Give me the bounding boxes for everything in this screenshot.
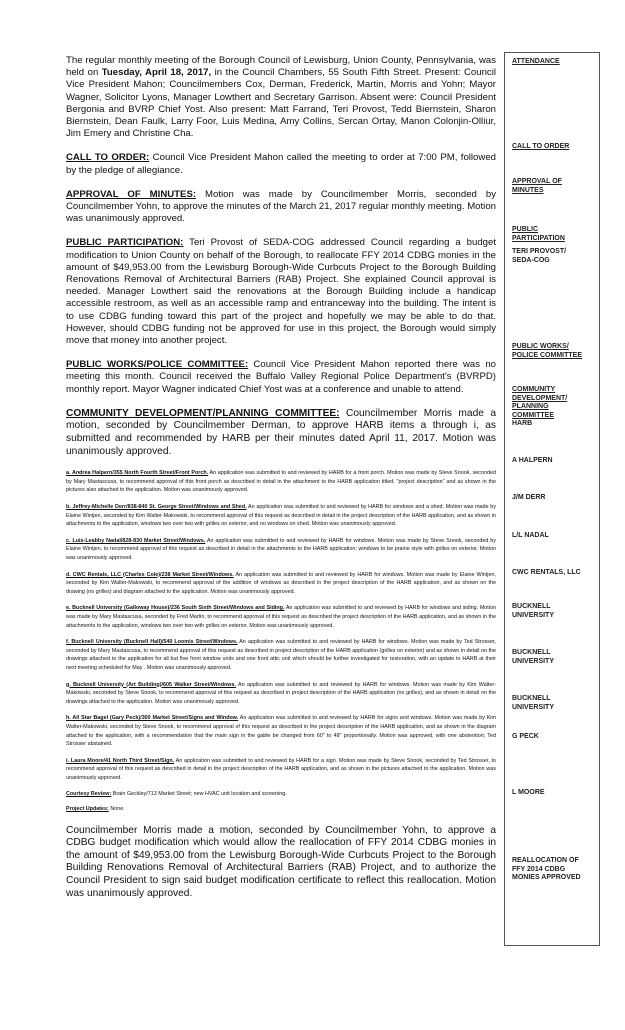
note-reallocation [512, 857, 600, 883]
note-bucknell-e [512, 603, 600, 620]
harb-item [66, 571, 496, 597]
note-community-development [512, 386, 600, 429]
note-public-works [512, 343, 600, 360]
note-line: UNIVERSITY [512, 611, 555, 619]
note-public-participation [512, 226, 600, 243]
note-line: PUBLIC WORKS/ [512, 343, 569, 350]
harb-item [66, 714, 496, 748]
harb-item-text: An application was submitted to and reviewed by HARB for a front porch. Motion was made by Steve Snook, seconded by Mary Mastascusa, to recommend approval of this front porch as described in detail in the attachment to the HARB application titled, "project description" and as shown in the pictures also attached to the application. Motion was unanimously approved. [66, 470, 496, 494]
note-line: REALLOCATION OF [512, 857, 579, 864]
reallocation-motion: Councilmember Morris made a motion, seconded by Councilmember Yohn, to approve a CDBG budget modification which would allow the reallocation of FFY 2014 CDBG monies in the amount of $49,953.00 from the Lewisburg Borough-Wide Curbcuts Project to the Borough Building Renovations Removal of Architectural Barriers (RAB) Project, and to authorize the Council President to sign said budget modification certificate to reflect this reallocation. Motion was unanimously approved. [66, 824, 496, 899]
harb-item-text: An application was submitted to and reviewed by HARB for windows. Motion was made by Elaine Wintjen, seconded by Kim Walter-Makowski, to recommend approval of the addition of windows as described in the project description of the HARB application, and as shown on the drawing (no grilles) and diagram attached to the application. Motion was unanimously approved. [66, 571, 496, 595]
harb-item-text: An application was submitted to and reviewed by HARB for windows. Motion was made by Ted Strosser, seconded by Mary Mastascusa, to recommend approval of this request as described in project description of the HARB application (grilles on exterior) and as shown in detail on the drawings attached to the application for all but five front window units and one front attic unit which should be further investigated for restoration, with an update to HARB at their next meeting scheduled for May . Motion was unanimously approved. [66, 639, 496, 671]
courtesy-review [66, 790, 496, 799]
harb-item-heading: h. All Star Bagel (Gary Peck)/300 Market Street/Signs and Window. [66, 715, 239, 722]
note-line: APPROVAL OF [512, 178, 562, 185]
courtesy-review-heading: Courtesy Review: [66, 791, 112, 798]
note-derr: J/M DERR [512, 494, 546, 501]
harb-item-heading: f. Bucknell University (Bucknell Hall)/540 Loomis Street/Windows. [66, 639, 238, 646]
note-attendance: ATTENDANCE [512, 58, 560, 65]
note-line: COMMITTEE [512, 411, 554, 419]
note-line: COMMUNITY [512, 386, 556, 393]
harb-item [66, 604, 496, 630]
meeting-date: Tuesday, April 18, 2017, [101, 67, 212, 79]
margin-notes-box [504, 52, 600, 946]
section-heading: COMMUNITY DEVELOPMENT/PLANNING COMMITTEE: [66, 407, 340, 419]
note-teri-provost [512, 248, 600, 265]
harb-item-heading: c. Luis-Leabby Nadal/828-830 Market Street/Windows. [66, 537, 206, 544]
note-line: MINUTES [512, 186, 544, 194]
harb-item-heading: e. Bucknell University (Galloway House)/236 South Sixth Street/Windows and Siding. [66, 605, 285, 612]
section-heading: APPROVAL OF MINUTES: [66, 188, 197, 200]
note-call-to-order: CALL TO ORDER [512, 143, 570, 150]
harb-item-heading: b. Jeffrey-Michelle Derr/838-840 St. George Street/Windows and Shed. [66, 504, 247, 511]
approval-of-minutes-paragraph [66, 189, 496, 226]
section-heading: PUBLIC PARTICIPATION: [66, 237, 184, 249]
note-bucknell-g [512, 695, 600, 712]
note-nadal: L/L NADAL [512, 532, 549, 539]
community-development-paragraph [66, 408, 496, 458]
note-line: UNIVERSITY [512, 703, 555, 711]
note-moore: L MOORE [512, 789, 545, 796]
note-line: BUCKNELL [512, 649, 551, 656]
public-participation-paragraph [66, 237, 496, 347]
attendance-text: was held on [66, 55, 496, 79]
note-line: BUCKNELL [512, 603, 551, 610]
harb-item [66, 638, 496, 672]
public-works-paragraph [66, 359, 496, 396]
harb-item-text: An application was submitted to and reviewed by HARB for windows and siding. Motion was made by Mary Mastascusa, seconded by Fred Martin, to recommend approval of this request as described the project description of the HARB application, and as shown in the attachments to the application, windows two over two with grilles on exterior. Motion was unanimously approved. [66, 605, 496, 629]
harb-item [66, 681, 496, 707]
harb-item [66, 469, 496, 495]
project-updates [66, 805, 496, 814]
attendance-text: in the Council Chambers, 55 South Fifth Street. Present: Council Vice President Mahon; Councilmembers Cox, Derman, Frederick, Martin, Morris and Yohn; Mayor Wagner, Solicitor Lyons, Manager Lowthert and Secretary Garrison. Absent were: Council President Bergonia and BVRP Chief Yost. Also present: Matt Farrand, Teri Provost, Tedd Biernstein, Sharon Biernstein, Dean Faulk, Larry Foor, Luis Medina, Amy Collins, Sercan Ortay, Manon Colonjin-Olliur, Jim Emery and Christine Cha. [66, 67, 496, 140]
section-heading: PUBLIC WORKS/POLICE COMMITTEE: [66, 359, 249, 371]
note-line: FFY 2014 CDBG [512, 865, 566, 873]
note-cwc-rentals: CWC RENTALS, LLC [512, 569, 581, 576]
section-text: Teri Provost of SEDA-COG addressed Council regarding a budget modification to Union County on behalf of the Borough, to reallocate FFY 2014 CDBG monies in the amount of $49,953.00 from the Lewisburg Borough-Wide Curbcuts Project to the Borough Building Renovations Removal of Architectural Barriers (RAB) Project. She explained Council approval is needed. Manager Lowthert said the renovations at the Borough Building include a handicap accessible restroom, as well as an accessible ramp and entranceway into the building. The intent is to use CDBG funding toward this part of the project and hopefully we may be able to do that. However, should CDBG funding not be approved for use in this project, the Borough would simply move that money into another project. [66, 237, 496, 347]
note-line: SEDA-COG [512, 256, 550, 264]
harb-item [66, 537, 496, 563]
minutes-body [66, 55, 496, 900]
note-line: DEVELOPMENT/ [512, 394, 568, 402]
harb-item-text: An application was submitted to and reviewed by HARB for a sign. Motion was made by Steve Snook, seconded by Ted Strosser, to recommend approval of this request as described in detail in the project description of the HARB application, and as shown in the pictures attached to the application. Motion was unanimously approved. [66, 757, 496, 781]
attendance-line: The regular monthly meeting of the Borough Council of Lewisburg, Union County, Pennsylvania, [66, 55, 477, 66]
harb-item-text: An application was submitted to and reviewed by HARB for signs and windows. Motion was made by Kim Walter-Makowski, seconded by Steve Snook, to recommend approval of this request as described in the project description of the HARB application, and as shown in the diagram attached to the application, with a recommendation that the main sign in the gable be changed from 60" to 48" proportionally. Motion was approved, with one abstention; Ted Strosser abstained. [66, 715, 496, 748]
courtesy-review-text: Brain Geckley/713 Market Street; new HVAC unit location and screening. [111, 791, 287, 798]
note-line: PUBLIC [512, 226, 539, 233]
harb-item-heading: a. Andrea Halpern/355 North Fourth Street/Front Porch. [66, 470, 209, 477]
section-text: Motion was made by Councilmember Morris, seconded by Councilmember Yohn, to approve the minutes of the March 21, 2017 regular monthly meeting. Motion was unanimously approved. [66, 188, 496, 225]
harb-item-heading: d. CWC Rentals, LLC (Charles Cole)/238 Market Street/Windows. [66, 571, 234, 578]
note-line: UNIVERSITY [512, 657, 555, 665]
section-heading: CALL TO ORDER: [66, 152, 150, 164]
section-text: Councilmember Morris made a motion, seconded by Councilmember Derman, to approve HARB items a through i, as submitted and recommended by HARB per their minutes dated April 11, 2017. Motion was unanimously approved. [66, 407, 496, 457]
section-text: Council Vice President Mahon reported there was no meeting this month. Council received the Buffalo Valley Regional Police Department's (BVRPD) monthly report. Mayor Wagner indicated Chief Yost was at a conference and unable to attend. [66, 359, 496, 395]
note-line: POLICE COMMITTEE [512, 351, 582, 359]
project-updates-text: None. [108, 806, 125, 813]
section-text: Council Vice President Mahon called the meeting to order at 7:00 PM, followed by the pledge of allegiance. [66, 152, 496, 176]
note-line: HARB [512, 420, 533, 428]
harb-item-text: An application was submitted to and reviewed by HARB for windows. Motion was made by Steve Snook, seconded by Elaine Wintjen, to recommend approval of this request as described in detail in the attachments to the HARB application; windows to be prairie style with grilles on exterior. Motion was unanimously approved. [66, 537, 496, 561]
attendance-paragraph [66, 55, 496, 140]
note-line: TERI PROVOST/ [512, 248, 567, 255]
project-updates-heading: Project Updates: [66, 806, 109, 813]
harb-item [66, 757, 496, 783]
note-line: PLANNING [512, 403, 549, 411]
note-line: PARTICIPATION [512, 234, 565, 242]
note-line: MONIES APPROVED [512, 874, 581, 882]
note-approval-of-minutes [512, 178, 600, 195]
harb-item-heading: i. Laura Moore/41 North Third Street/Sign. [66, 757, 175, 764]
harb-item [66, 503, 496, 529]
harb-item-text: An application was submitted to and reviewed by HARB for windows and a shed. Motion was made by Elaine Wintjen, seconded by Kim Walter-Makowski, to recommend approval of this request as described in detail in the project description of the HARB application, and as shown in attachments to the application, windows two over two with grilles on exterior, and no windows on shed. Motion was unanimously approved. [66, 504, 497, 528]
harb-item-heading: g. Bucknell University (Art Building)/605 Walker Street/Windows. [66, 681, 236, 688]
note-bucknell-f [512, 649, 600, 666]
harb-item-text: An application was submitted to and reviewed by HARB for windows. Motion was made by Kim Walter-Makowski, seconded by Steve Snook, to recommend approval of this request as described in project description of the HARB application (no grilles), and as shown in detail on the drawings attached to the application. Motion was unanimously approved. [66, 681, 496, 705]
call-to-order-paragraph [66, 152, 496, 176]
note-peck: G PECK [512, 733, 539, 740]
note-line: BUCKNELL [512, 695, 551, 702]
note-halpern: A HALPERN [512, 457, 553, 464]
